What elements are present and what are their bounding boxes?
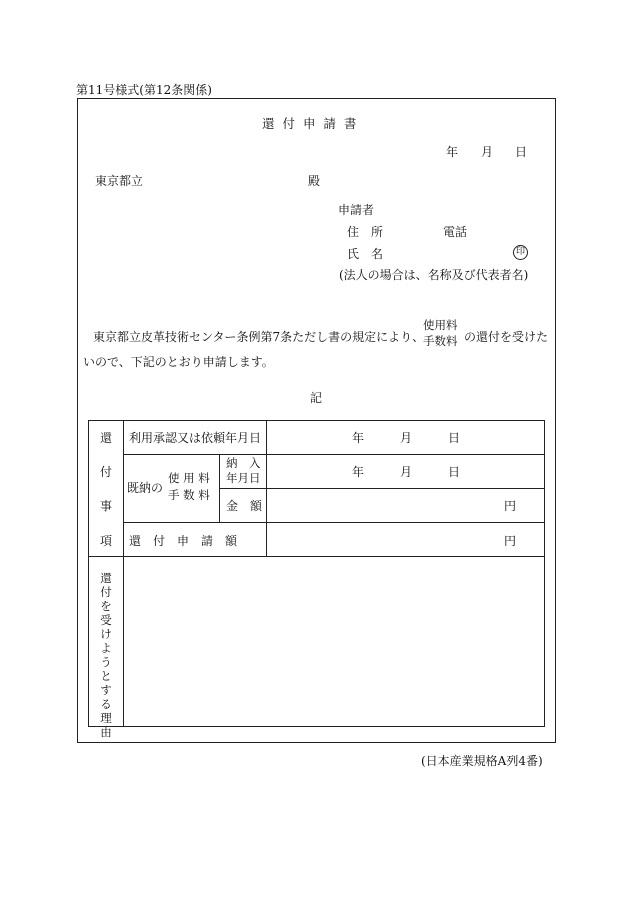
body-fee-bottom: 手数料 [423,334,458,348]
phone-label: 電話 [443,225,468,239]
side-char: 付 [100,465,113,479]
row2-year: 年 [352,465,365,479]
row2-month: 月 [400,465,413,479]
addressee-honorific: 殿 [308,174,321,188]
row1-month: 月 [400,431,413,445]
address-label: 住 所 [347,225,384,239]
table-line [123,522,545,523]
corporation-note: (法人の場合は、名称及び代表者名) [339,268,529,282]
side-char: 還 [100,431,113,445]
date-year: 年 [446,145,459,159]
paid-label: 既納の [127,481,164,495]
table-line [123,454,545,455]
paper-size-note: (日本産業規格A列4番) [421,754,543,768]
paid-fee-top: 使 用 料 [168,471,210,485]
pay-date-top: 納 入 [226,456,261,470]
refund-amount-label: 還 付 申 請 額 [129,534,238,548]
date-day: 日 [515,145,528,159]
body-line1-suffix: の還付を受けた [464,330,549,344]
pay-date-bottom: 年月日 [226,471,261,485]
row1-day: 日 [448,431,461,445]
form-number: 第11号様式(第12条関係) [76,83,212,97]
table-line [123,420,124,727]
approval-date-label: 利用承認又は依頼年月日 [129,431,262,445]
body-line2: いので、下記のとおり申請します。 [83,355,274,369]
table-line [88,556,545,557]
ki-label: 記 [310,391,323,405]
name-label: 氏 名 [347,247,384,261]
seal-mark: 印 [513,245,528,260]
amount-yen: 円 [504,499,517,513]
refund-details-table [88,420,545,727]
row2-day: 日 [448,465,461,479]
applicant-heading: 申請者 [338,203,375,217]
date-month: 月 [481,145,494,159]
body-fee-top: 使用料 [423,318,458,332]
form-title: 還 付 申 請 書 [262,116,359,131]
side-char: 事 [100,499,113,513]
table-line [219,488,545,489]
amount-label: 金 額 [226,499,263,513]
refund-yen: 円 [504,534,517,548]
paid-fee-bottom: 手 数 料 [168,488,210,502]
addressee-prefix: 東京都立 [95,174,144,188]
reason-label: 還付を受けようとする理由 [100,571,112,739]
side-char: 項 [100,534,113,548]
body-line1-prefix: 東京都立皮革技術センター条例第7条ただし書の規定により、 [93,330,425,344]
row1-year: 年 [352,431,365,445]
